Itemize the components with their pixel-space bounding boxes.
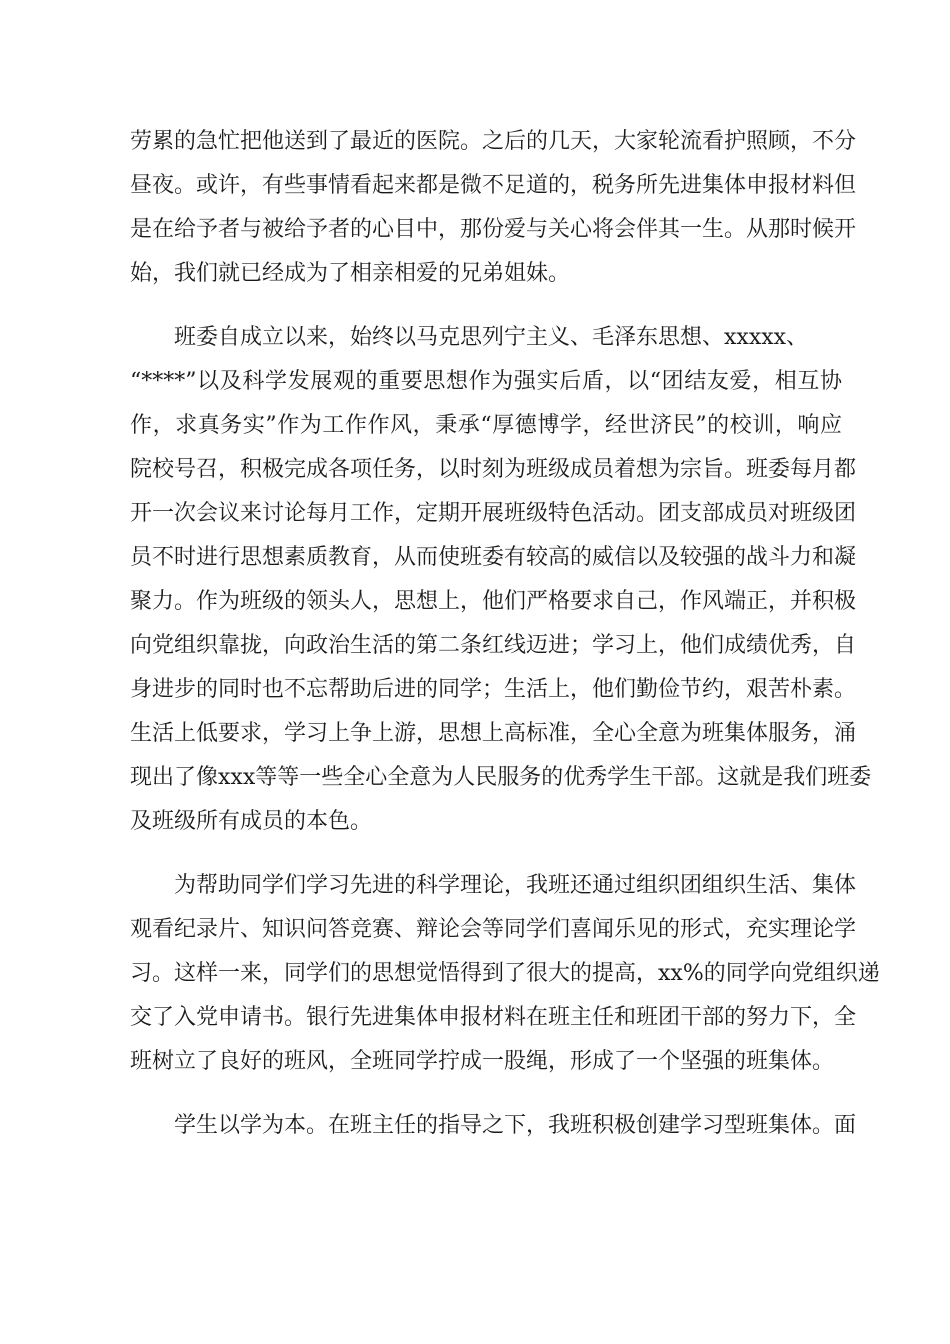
p2-line-5: 开一次会议来讨论每月工作，定期开展班级特色活动。团支部成员对班级团 [130, 501, 857, 526]
p1-line-4: 始，我们就已经成为了相亲相爱的兄弟姐妹。 [130, 261, 571, 286]
p2-line-1: 班委自成立以来，始终以马克思列宁主义、毛泽东思想、xxxxx、 [174, 325, 809, 350]
p2-line-7: 聚力。作为班级的领头人，思想上，他们严格要求自己，作风端正，并积极 [130, 589, 857, 614]
p2-line-8: 向党组织靠拢，向政治生活的第二条红线迈进；学习上，他们成绩优秀，自 [130, 633, 857, 658]
p3-line-2: 观看纪录片、知识问答竞赛、辩论会等同学们喜闻乐见的形式，充实理论学 [130, 917, 857, 942]
p1-line-3: 是在给予者与被给予者的心目中，那份爱与关心将会伴其一生。从那时候开 [130, 217, 857, 242]
p1-line-2: 昼夜。或许，有些事情看起来都是微不足道的，税务所先进集体申报材料但 [130, 173, 857, 198]
p2-line-2: “****”以及科学发展观的重要思想作为强实后盾，以“团结友爱，相互协 [130, 369, 842, 394]
p3-line-3: 习。这样一来，同学们的思想觉悟得到了很大的提高，xx%的同学向党组织递 [130, 961, 880, 986]
p4-line-1: 学生以学为本。在班主任的指导之下，我班积极创建学习型班集体。面 [174, 1113, 857, 1138]
p1-line-1: 劳累的急忙把他送到了最近的医院。之后的几天，大家轮流看护照顾，不分 [130, 129, 857, 154]
p3-line-5: 班树立了良好的班风，全班同学拧成一股绳，形成了一个坚强的班集体。 [130, 1049, 835, 1074]
p2-line-12: 及班级所有成员的本色。 [130, 809, 373, 834]
p2-line-3: 作，求真务实”作为工作作风，秉承“厚德博学，经世济民”的校训，响应 [130, 413, 842, 438]
p2-line-11: 现出了像xxx等等一些全心全意为人民服务的优秀学生干部。这就是我们班委 [130, 765, 872, 790]
p3-line-1: 为帮助同学们学习先进的科学理论，我班还通过组织团组织生活、集体 [174, 873, 857, 898]
p2-line-6: 员不时进行思想素质教育，从而使班委有较高的威信以及较强的战斗力和凝 [130, 545, 857, 570]
p2-line-10: 生活上低要求，学习上争上游，思想上高标准，全心全意为班集体服务，涌 [130, 721, 857, 746]
p2-line-9: 身进步的同时也不忘帮助后进的同学；生活上，他们勤俭节约，艰苦朴素。 [130, 677, 857, 702]
p2-line-4: 院校号召，积极完成各项任务，以时刻为班级成员着想为宗旨。班委每月都 [130, 457, 857, 482]
p3-line-4: 交了入党申请书。银行先进集体申报材料在班主任和班团干部的努力下，全 [130, 1005, 857, 1030]
